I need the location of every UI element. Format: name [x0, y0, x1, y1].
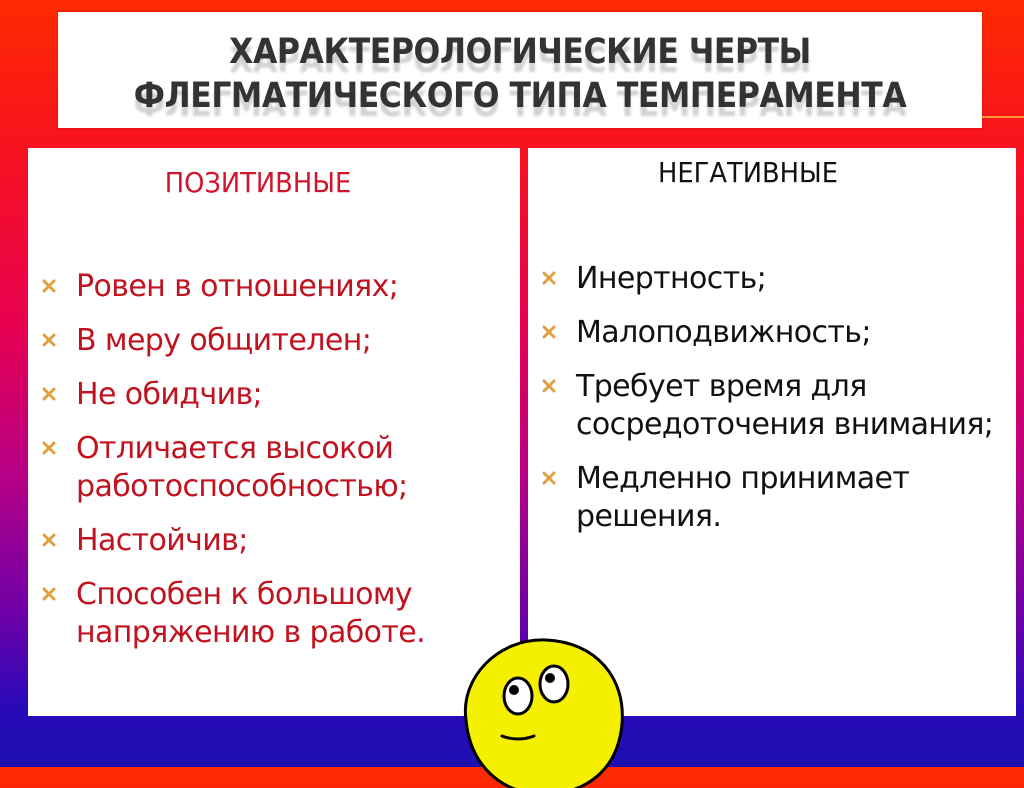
x-bullet-icon	[542, 325, 556, 339]
list-item	[42, 322, 502, 360]
x-bullet-icon	[42, 441, 56, 455]
x-bullet-icon	[542, 471, 556, 485]
x-bullet-icon	[542, 271, 556, 285]
smiley-face-icon	[458, 628, 628, 788]
trait-text: Ровен в отношениях;	[76, 269, 399, 304]
list-item	[42, 430, 502, 506]
negative-heading: НЕГАТИВНЫЕ	[657, 156, 839, 189]
trait-text: Инертность;	[576, 261, 767, 296]
x-bullet-icon	[42, 333, 56, 347]
trait-text: Медленно принимает решения.	[576, 461, 910, 534]
list-item	[42, 576, 502, 652]
x-bullet-icon	[42, 533, 56, 547]
x-bullet-icon	[542, 379, 556, 393]
list-item	[542, 368, 1012, 444]
negative-list	[542, 260, 1012, 552]
title-line-2: ФЛЕГМАТИЧЕСКОГО ТИПА ТЕМПЕРАМЕНТА	[133, 76, 907, 116]
list-item	[542, 314, 1012, 352]
list-item	[542, 460, 1012, 536]
trait-text: Требует время для сосредоточения внимания;	[576, 369, 994, 442]
positive-panel	[28, 148, 520, 716]
trait-text: Отличается высокой работоспособностью;	[76, 431, 408, 504]
trait-text: Малоподвижность;	[576, 315, 871, 350]
list-item	[542, 260, 1012, 298]
list-item	[42, 522, 502, 560]
trait-text: Настойчив;	[76, 523, 248, 558]
list-item	[42, 376, 502, 414]
title-box	[58, 12, 982, 128]
x-bullet-icon	[42, 279, 56, 293]
accent-line	[982, 116, 1024, 118]
trait-text: Способен к большому напряжению в работе.	[76, 577, 426, 650]
x-bullet-icon	[42, 387, 56, 401]
title-line-1: ХАРАКТЕРОЛОГИЧЕСКИЕ ЧЕРТЫ	[229, 32, 811, 72]
list-item	[42, 268, 502, 306]
trait-text: В меру общителен;	[76, 323, 372, 358]
x-bullet-icon	[42, 587, 56, 601]
positive-heading: ПОЗИТИВНЫЕ	[164, 166, 352, 199]
trait-text: Не обидчив;	[76, 377, 263, 412]
positive-list	[42, 268, 502, 668]
